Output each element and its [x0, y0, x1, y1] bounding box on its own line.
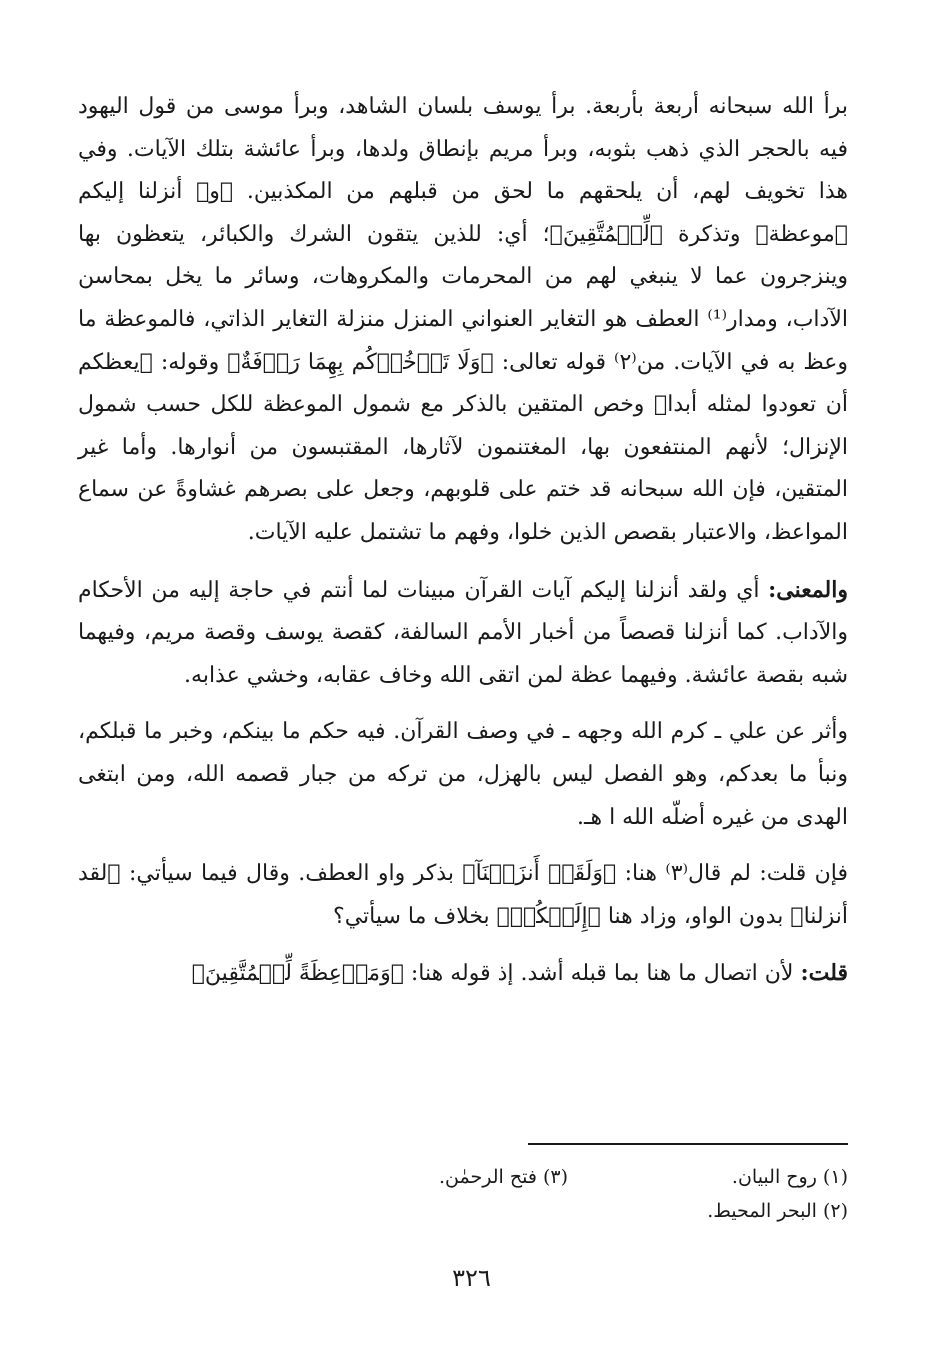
page-number: ٣٢٦: [452, 1264, 491, 1292]
footnotes: [270, 1160, 848, 1228]
meaning-lead: والمعنى:: [768, 576, 848, 603]
paragraph-meaning: [78, 569, 848, 698]
paragraph-1: برأ الله سبحانه أربعة بأربعة. برأ يوسف بلسان الشاهد، وبرأ موسى من قول اليهود فيه بالحجر الذي ذهب بثوبه، وبرأ مريم بإنطاق ولدها، وبرأ عائشة بتلك الآيات. وفي هذا تخويف لهم، أن يلحقهم ما لحق من قبلهم من المكذبين. ﴿و﴾ أنزلنا إليكم ﴿موعظة﴾ وتذكرة ﴿لِّلۡمُتَّقِينَ﴾؛ أي: للذين يتقون الشرك والكبائر، يتعظون بها وينزجرون عما لا ينبغي لهم من المحرمات والمكروهات، وسائر ما يخل بمحاسن الآداب، ومدار⁽¹⁾ العطف هو التغاير العنواني المنزل منزلة التغاير الذاتي، فالموعظة ما وعظ به في الآيات. من⁽٢⁾ قوله تعالى: ﴿وَلَا تَأۡخُذۡكُم بِهِمَا رَأۡفَةٌ﴾ وقوله: ﴿يعظكم أن تعودوا لمثله أبدا﴾ وخص المتقين بالذكر مع شمول الموعظة للكل حسب شمول الإنزال؛ لأنهم المنتفعون بها، المغتنمون لآثارها، المقتبسون من أنوارها. وأما غير المتقين، فإن الله سبحانه قد ختم على قلوبهم، وجعل على بصرهم غشاوةً عن سماع المواعظ، والاعتبار بقصص الذين خلوا، وفهم ما تشتمل عليه الآيات.: [78, 94, 848, 545]
paragraph-question: [78, 853, 848, 938]
main-text-block: [78, 86, 848, 996]
meaning-text: أي ولقد أنزلنا إليكم آيات القرآن مبينات لما أنتم في حاجة إليه من الأحكام والآداب. كما أنزلنا قصصاً من أخبار الأمم السالفة، كقصة يوسف وقصة مريم، وفيهما شبه بقصة عائشة. وفيهما عظة لمن اتقى الله وخاف عقابه، وخشي عذابه.: [78, 577, 848, 688]
footnote-1: (١) روح البيان.: [731, 1166, 848, 1188]
footnote-2: (٢) البحر المحيط.: [707, 1200, 848, 1222]
footnote-3: (٣) فتح الرحمٰن.: [439, 1166, 568, 1188]
question-text: لم قال⁽٣⁾ هنا: ﴿وَلَقَدۡ أَنزَلۡنَآ﴾ بذكر واو العطف. وقال فيما سيأتي: ﴿لقد أنزلنا﴾ بدون الواو، وزاد هنا ﴿إِلَيۡكُمۡ﴾ بخلاف ما سيأتي؟: [78, 861, 848, 929]
paragraph-answer: [78, 952, 848, 996]
question-lead: فإن قلت:: [759, 861, 848, 887]
answer-lead: قلت:: [800, 960, 848, 987]
footnote-row-2: [270, 1194, 848, 1228]
footnote-divider: [528, 1143, 848, 1145]
footnote-row-1: [270, 1160, 848, 1194]
answer-text: لأن اتصال ما هنا بما قبله أشد. إذ قوله هنا: ﴿وَمَوۡعِظَةً لِّلۡمُتَّقِينَ﴾: [191, 961, 801, 987]
paragraph-ali-quote: وأثر عن علي ـ كرم الله وجهه ـ في وصف القرآن. فيه حكم ما بينكم، وخبر ما قبلكم، ونبأ ما بعدكم، وهو الفصل ليس بالهزل، من تركه من جبار قصمه الله، ومن ابتغى الهدى من غيره أضلّه الله ا هـ.: [78, 719, 848, 830]
